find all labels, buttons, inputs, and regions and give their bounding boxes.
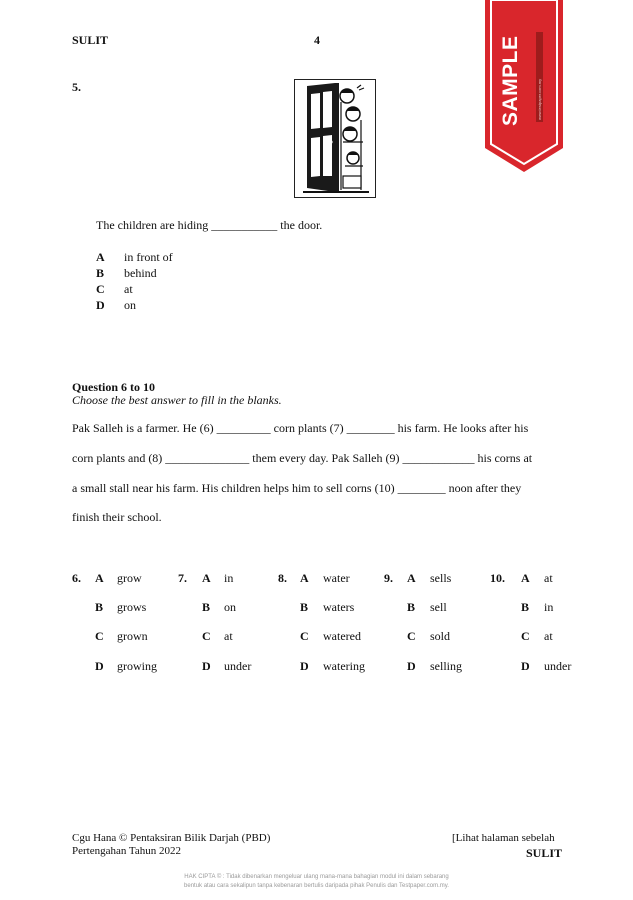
passage-line-2: corn plants and (8) ______________ them every day. Pak Salleh (9) ____________ his corns at xyxy=(72,451,533,465)
q9-number: 9. xyxy=(384,571,393,585)
section-title: Question 6 to 10 xyxy=(72,380,156,394)
q5-number: 5. xyxy=(72,80,81,94)
passage-line-3: a small stall near his farm. His children helps him to sell corns (10) ________ noon after they xyxy=(72,481,522,495)
q10-option-d-letter[interactable]: D xyxy=(521,659,530,673)
q5-option-b[interactable]: B behind xyxy=(96,266,157,280)
q9-option-d[interactable]: selling xyxy=(430,659,462,673)
q6-option-d[interactable]: growing xyxy=(117,659,157,673)
q7-option-a-letter[interactable]: A xyxy=(202,571,211,585)
footer-next-page: [Lihat halaman sebelah xyxy=(452,832,555,844)
sample-sublabel: www.testpaper.com.my xyxy=(536,32,543,122)
q7-option-c-letter[interactable]: C xyxy=(202,629,211,643)
page-number: 4 xyxy=(314,33,320,47)
q8-option-d-letter[interactable]: D xyxy=(300,659,309,673)
q9-option-d-letter[interactable]: D xyxy=(407,659,416,673)
q7-option-b-letter[interactable]: B xyxy=(202,600,211,614)
q8-option-a[interactable]: water xyxy=(323,571,350,585)
passage-line-1: Pak Salleh is a farmer. He (6) _________ corn plants (7) ________ his farm. He looks after his xyxy=(72,421,529,435)
header-sulit: SULIT xyxy=(72,33,109,47)
footer-term: Pertengahan Tahun 2022 xyxy=(72,845,182,857)
footer-sulit: SULIT xyxy=(526,846,563,860)
section-instruction: Choose the best answer to fill in the blanks. xyxy=(72,393,282,407)
q5-option-a[interactable]: A in front of xyxy=(96,250,173,264)
footer-author: Cgu Hana © Pentaksiran Bilik Darjah (PBD) xyxy=(72,832,271,844)
q9-option-c-letter[interactable]: C xyxy=(407,629,416,643)
ribbon-shape xyxy=(485,0,563,172)
q9-option-a-letter[interactable]: A xyxy=(407,571,416,585)
q6-option-c-letter[interactable]: C xyxy=(95,629,104,643)
q6-option-b-letter[interactable]: B xyxy=(95,600,104,614)
q6-option-a[interactable]: grow xyxy=(117,571,142,585)
q9-option-b[interactable]: sell xyxy=(430,600,447,614)
q9-option-b-letter[interactable]: B xyxy=(407,600,416,614)
q10-option-b-letter[interactable]: B xyxy=(521,600,530,614)
q10-option-a[interactable]: at xyxy=(544,571,553,585)
q10-option-b[interactable]: in xyxy=(544,600,554,614)
q5-option-c[interactable]: C at xyxy=(96,282,133,296)
q6-option-b[interactable]: grows xyxy=(117,600,147,614)
q9-option-c[interactable]: sold xyxy=(430,629,451,643)
q8-option-b-letter[interactable]: B xyxy=(300,600,309,614)
copyright-line-2: bentuk atau cara sekalipun tanpa kebenaran bertulis daripada pihak Penulis dan Testpaper.com.my. xyxy=(184,883,449,889)
q8-option-c[interactable]: watered xyxy=(323,629,361,643)
q6-option-a-letter[interactable]: A xyxy=(95,571,104,585)
q7-number: 7. xyxy=(178,571,187,585)
q5-sentence: The children are hiding ___________ the door. xyxy=(96,218,323,232)
passage-line-4: finish their school. xyxy=(72,510,162,524)
q8-option-d[interactable]: watering xyxy=(323,659,365,673)
q7-option-b[interactable]: on xyxy=(224,600,236,614)
q7-option-a[interactable]: in xyxy=(224,571,234,585)
q7-option-c[interactable]: at xyxy=(224,629,233,643)
copyright-line-1: HAK CIPTA © : Tidak dibenarkan mengeluar ulang mana-mana bahagian modul ini dalam sebarang xyxy=(184,874,449,880)
q10-number: 10. xyxy=(490,571,505,585)
q8-number: 8. xyxy=(278,571,287,585)
q8-option-b[interactable]: waters xyxy=(323,600,355,614)
sample-watermark-ribbon xyxy=(485,0,563,172)
q7-option-d[interactable]: under xyxy=(224,659,252,673)
q10-option-a-letter[interactable]: A xyxy=(521,571,530,585)
q9-option-a[interactable]: sells xyxy=(430,571,452,585)
q7-option-d-letter[interactable]: D xyxy=(202,659,211,673)
q10-option-c-letter[interactable]: C xyxy=(521,629,530,643)
q8-option-a-letter[interactable]: A xyxy=(300,571,309,585)
q6-option-c[interactable]: grown xyxy=(117,629,148,643)
children-behind-door-illustration xyxy=(294,79,376,198)
q10-option-c[interactable]: at xyxy=(544,629,553,643)
sample-label: SAMPLE xyxy=(499,35,522,126)
q5-option-d[interactable]: D on xyxy=(96,298,136,312)
q8-option-c-letter[interactable]: C xyxy=(300,629,309,643)
q6-number: 6. xyxy=(72,571,81,585)
q10-option-d[interactable]: under xyxy=(544,659,572,673)
q6-option-d-letter[interactable]: D xyxy=(95,659,104,673)
